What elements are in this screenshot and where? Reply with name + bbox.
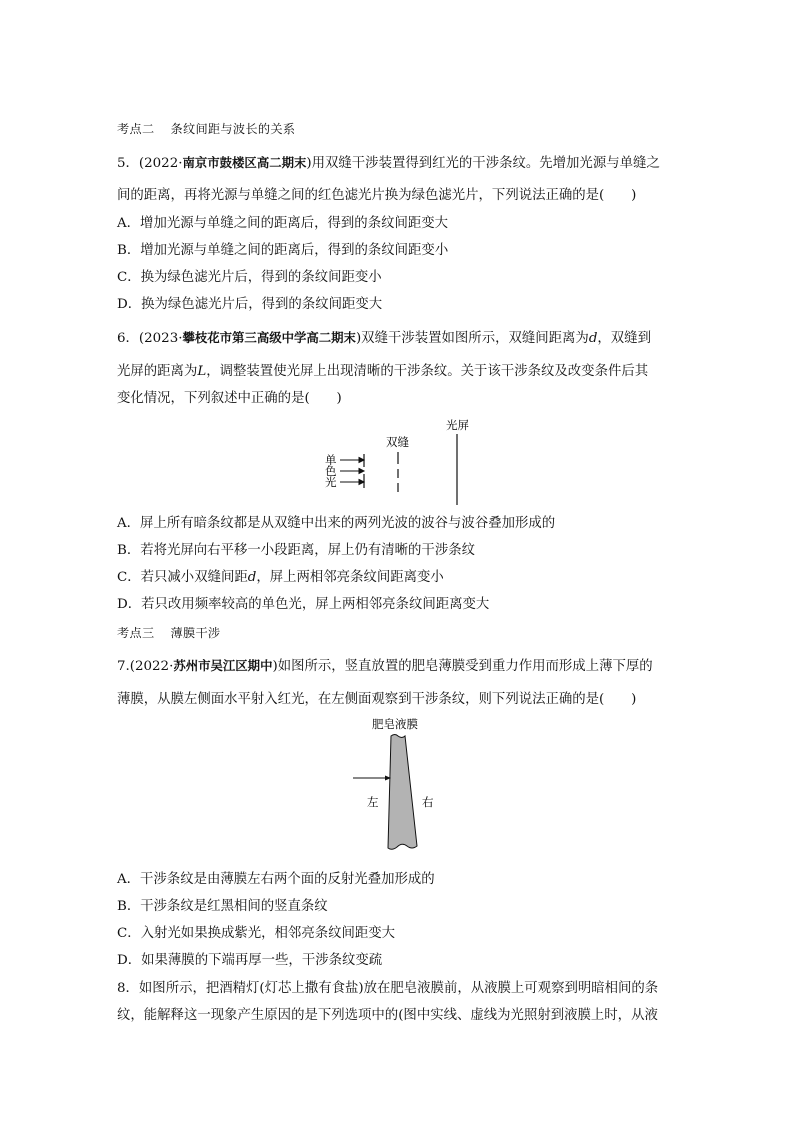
q7-number: 7.(2022· xyxy=(117,659,174,674)
q7-stem-line1 xyxy=(117,658,653,675)
q6-option-c-text: C．若只减小双缝间距 xyxy=(117,570,248,585)
section-label: 考点三 xyxy=(117,626,155,640)
q6-stem-line3: 变化情况，下列叙述中正确的是( ) xyxy=(117,391,342,406)
q6-option-c-var-d: d xyxy=(247,570,257,585)
q5-source: 南京市鼓楼区高二期末 xyxy=(182,155,307,170)
q6-stem-line1 xyxy=(117,330,651,347)
q6-option-c xyxy=(117,570,444,586)
q6-stem-line2 xyxy=(117,364,648,380)
q6-source: 攀枝花市第三高级中学高二期末 xyxy=(182,330,356,345)
q5-stem-line2: 间的距离，再将光源与单缝之间的红色滤光片换为绿色滤光片，下列说法正确的是( ) xyxy=(117,188,637,203)
screen-label: 光屏 xyxy=(446,418,469,432)
q6-option-b: B．若将光屏向右平移一小段距离，屏上仍有清晰的干涉条纹 xyxy=(117,543,475,558)
section-title: 薄膜干涉 xyxy=(170,626,221,640)
double-slit-figure xyxy=(315,414,475,509)
soap-film-shape xyxy=(388,735,417,850)
slits-label: 双缝 xyxy=(386,435,409,449)
section-header-kaodian3 xyxy=(117,625,220,641)
q6-var-d: d xyxy=(588,331,598,346)
q7-option-a: A．干涉条纹是由薄膜左右两个面的反射光叠加形成的 xyxy=(117,872,435,887)
q7-option-c: C．入射光如果换成紫光，相邻亮条纹间距变大 xyxy=(117,926,396,941)
soap-film-figure xyxy=(345,714,455,866)
q5-option-c: C．换为绿色滤光片后，得到的条纹间距变小 xyxy=(117,270,382,285)
q6-option-c-text-2: ，屏上两相邻亮条纹间距离变小 xyxy=(256,570,444,585)
film-label: 肥皂液膜 xyxy=(372,717,418,731)
q7-source: 苏州市吴江区期中 xyxy=(173,658,273,673)
q6-var-L: L xyxy=(197,364,207,379)
light-label-char-1: 单 xyxy=(325,453,337,467)
q6-number: 6．(2023· xyxy=(117,331,183,346)
q6-stem-text-2b: ，调整装置使光屏上出现清晰的干涉条纹。关于该干涉条纹及改变条件后其 xyxy=(206,364,649,379)
q8-stem-line1: 8．如图所示，把酒精灯(灯芯上撒有食盐)放在肥皂液膜前，从液膜上可观察到明暗相间的条 xyxy=(117,981,659,996)
section-header-kaodian2 xyxy=(117,121,295,137)
light-arrows xyxy=(340,458,364,485)
q5-option-d: D．换为绿色滤光片后，得到的条纹间距变大 xyxy=(117,297,383,312)
q5-stem-line1 xyxy=(117,155,660,172)
left-label: 左 xyxy=(367,795,379,809)
q7-stem-text: )如图所示，竖直放置的肥皂薄膜受到重力作用而形成上薄下厚的 xyxy=(272,659,653,674)
q8-stem-line2: 纹，能解释这一现象产生原因的是下列选项中的(图中实线、虚线为光照射到液膜上时，从液 xyxy=(117,1008,658,1023)
q6-stem-text-2a: 光屏的距离为 xyxy=(117,364,198,379)
q5-option-b: B．增加光源与单缝之间的距离后，得到的条纹间距变小 xyxy=(117,243,449,258)
light-label-char-3: 光 xyxy=(325,475,337,489)
q6-stem-text-b: ，双缝到 xyxy=(597,331,651,346)
right-label: 右 xyxy=(422,795,434,809)
q5-option-a: A．增加光源与单缝之间的距离后，得到的条纹间距变大 xyxy=(117,216,449,231)
section-title: 条纹间距与波长的关系 xyxy=(170,122,296,136)
q6-option-a: A．屏上所有暗条纹都是从双缝中出来的两列光波的波谷与波谷叠加形成的 xyxy=(117,516,556,531)
section-label: 考点二 xyxy=(117,122,155,136)
light-label-char-2: 色 xyxy=(325,464,337,478)
q7-option-b: B．干涉条纹是红黑相间的竖直条纹 xyxy=(117,899,328,914)
q7-option-d: D．如果薄膜的下端再厚一些，干涉条纹变疏 xyxy=(117,953,383,968)
q7-stem-line2: 薄膜，从膜左侧面水平射入红光，在左侧面观察到干涉条纹，则下列说法正确的是( ) xyxy=(117,692,637,707)
q6-option-d: D．若只改用频率较高的单色光，屏上两相邻亮条纹间距离变大 xyxy=(117,597,490,612)
q6-stem-text: )双缝干涉装置如图所示，双缝间距离为 xyxy=(355,331,589,346)
q5-stem-text: )用双缝干涉装置得到红光的干涉条纹。先增加光源与单缝之 xyxy=(306,156,660,171)
q5-number: 5．(2022· xyxy=(117,156,183,171)
